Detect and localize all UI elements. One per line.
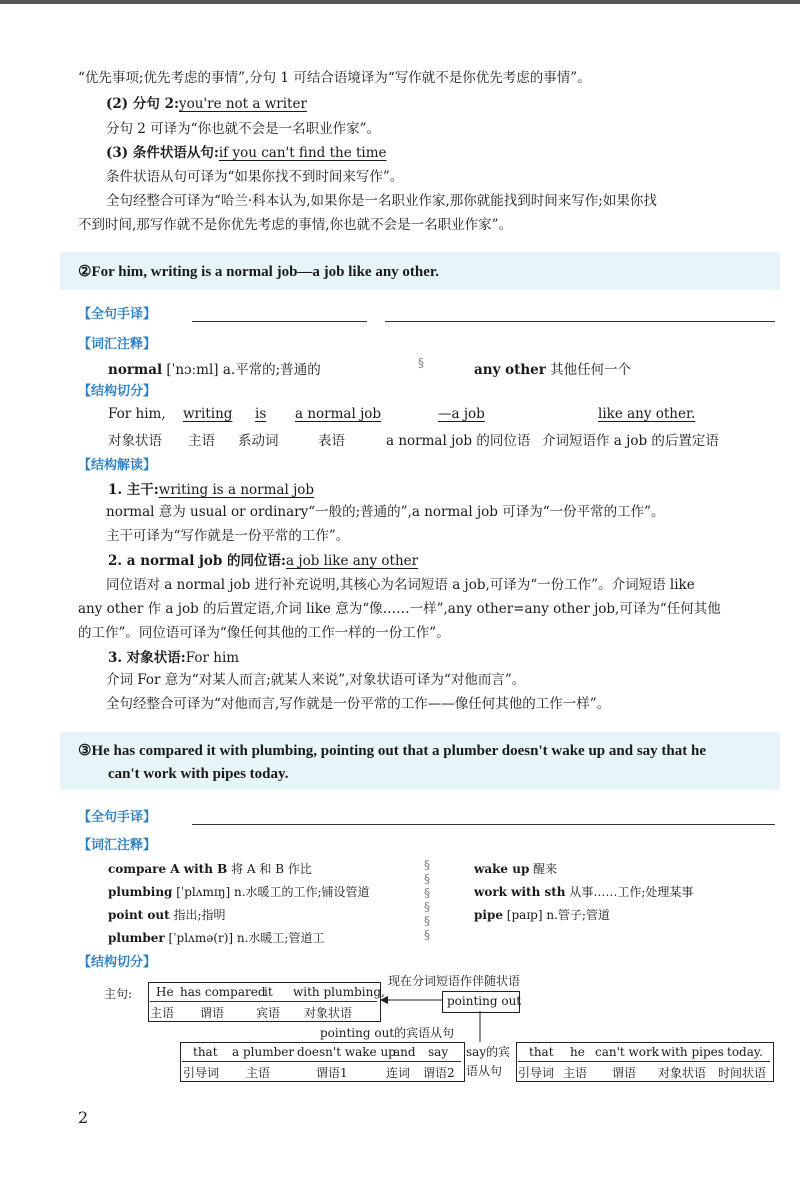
split-role: a normal job 的同位语 xyxy=(386,433,531,449)
vocab-word: wake up xyxy=(474,862,530,876)
clause2-label: (2) 分句 2: xyxy=(106,96,179,112)
clause3-label: (3) 条件状语从句: xyxy=(106,145,219,161)
diagram-word: with plumbing, xyxy=(293,985,385,999)
label-split: 【结构切分】 xyxy=(78,384,157,399)
vocab-def: 将 A 和 B 作比 xyxy=(227,862,312,876)
diagram-word: that xyxy=(193,1045,218,1059)
clause2-text: you're not a writer xyxy=(178,96,307,112)
vocab-word: point out xyxy=(108,908,170,922)
diagram-word: that xyxy=(529,1045,554,1059)
label-read: 【结构解读】 xyxy=(78,458,157,473)
diagram-role: 时间状语 xyxy=(718,1066,767,1080)
participle-note: 现在分词短语作伴随状语 xyxy=(388,974,521,988)
diagram-role: 宾语 xyxy=(256,1006,281,1020)
point-text: writing is a normal job xyxy=(158,482,315,498)
vocab-word: any other xyxy=(474,362,546,378)
box-divider xyxy=(182,1061,461,1062)
diagram-role: 引导词 xyxy=(518,1066,555,1080)
point-title: 2. a normal job 的同位语: xyxy=(108,553,287,569)
label-split: 【结构切分】 xyxy=(78,955,157,970)
split-word: a normal job xyxy=(295,406,382,422)
diagram-word: a plumber xyxy=(232,1045,295,1059)
split-word: —a job xyxy=(438,406,485,422)
diagram-word: today. xyxy=(727,1045,763,1059)
vocab-def: 醒来 xyxy=(529,862,558,876)
split-word: For him, xyxy=(108,406,166,422)
split-role: 系动词 xyxy=(238,433,279,449)
vocab-def: 从事……工作;处理某事 xyxy=(565,885,694,899)
diagram-word: He xyxy=(156,985,174,999)
diagram-word: say xyxy=(428,1045,449,1059)
box-divider xyxy=(518,1061,770,1062)
vocab-word: normal xyxy=(108,362,163,378)
split-role: 表语 xyxy=(318,433,345,449)
point-text: a job like any other xyxy=(286,553,419,569)
vocab-def: 其他任何一个 xyxy=(545,362,632,378)
text-line: 介词 For 意为“对某人而言;就某人来说”,对象状语可译为“对他而言”。 xyxy=(106,672,526,688)
vocab-word: compare A with B xyxy=(108,862,228,876)
vocab-word: pipe xyxy=(474,908,503,922)
diagram-role: 主语 xyxy=(246,1066,271,1080)
sentence-3-line2: can't work with pipes today. xyxy=(108,766,289,782)
label-vocab: 【词汇注释】 xyxy=(78,838,157,853)
clause3-text: if you can't find the time xyxy=(218,145,387,161)
say-note: say的宾语从句 xyxy=(466,1045,511,1078)
main-clause-label: 主句: xyxy=(104,987,133,1001)
sentence-3-line1: ③He has compared it with plumbing, pointing out that a plumber doesn't wake up and say that he xyxy=(78,743,707,759)
vocab-def: 指出;指明 xyxy=(169,908,226,922)
vocab-def: [ˈnɔːml] a.平常的;普通的 xyxy=(162,362,321,378)
diagram-role: 谓语 xyxy=(612,1066,637,1080)
label-vocab: 【词汇注释】 xyxy=(78,337,157,352)
diagram-role: 谓语 xyxy=(200,1006,225,1020)
point-text: For him xyxy=(185,650,240,666)
diagram-role: 对象状语 xyxy=(304,1006,353,1020)
diagram-word: has compared xyxy=(180,985,266,999)
text-line: 主干可译为“写作就是一份平常的工作”。 xyxy=(106,528,350,544)
text-line: 分句 2 可译为“你也就不会是一名职业作家”。 xyxy=(106,121,380,137)
diagram-role: 引导词 xyxy=(183,1066,220,1080)
diagram-word: he xyxy=(570,1045,585,1059)
diagram-role: 主语 xyxy=(150,1006,175,1020)
text-line: 不到时间,那写作就不是你优先考虑的事情,你也就不会是一名职业作家”。 xyxy=(78,217,512,233)
diagram-role: 谓语2 xyxy=(423,1066,455,1080)
split-role: 主语 xyxy=(188,433,215,449)
diagram-word: doesn't wake up xyxy=(297,1045,396,1059)
point-title: 1. 主干: xyxy=(108,482,159,498)
diagram-role: 谓语1 xyxy=(316,1066,348,1080)
split-role: 介词短语作 a job 的后置定语 xyxy=(542,433,719,449)
label-translate: 【全句手译】 xyxy=(78,307,157,322)
vocab-def: [ˈplʌmɪŋ] n.水暖工的工作;铺设管道 xyxy=(172,885,370,899)
text-line: any other 作 a job 的后置定语,介词 like 意为“像……一样”,any other=any other job,可译为“任何其他 xyxy=(78,601,721,617)
vocab-word: plumbing xyxy=(108,885,173,899)
split-word: is xyxy=(255,406,267,422)
participle-text: pointing out xyxy=(447,994,522,1008)
divider-squiggle: § xyxy=(418,356,424,370)
text-line: 全句经整合可译为“哈兰·科本认为,如果你是一名职业作家,那你就能找到时间来写作;如果你找 xyxy=(106,193,657,209)
divider-squiggle: § § § § § § xyxy=(424,858,430,942)
vocab-def: [ˈplʌmə(r)] n.水暖工;管道工 xyxy=(164,931,325,945)
point-title: 3. 对象状语: xyxy=(108,650,186,666)
diagram-word: it xyxy=(264,985,273,999)
diagram-role: 连词 xyxy=(386,1066,411,1080)
vocab-def: [paɪp] n.管子;管道 xyxy=(502,908,610,922)
arrow-head xyxy=(380,996,388,1004)
page-number: 2 xyxy=(78,1108,89,1127)
text-line: normal 意为 usual or ordinary“一般的;普通的”,a normal job 可译为“一份平常的工作”。 xyxy=(106,504,665,520)
text-line: 同位语对 a normal job 进行补充说明,其核心为名词短语 a job,可译为“一份工作”。介词短语 like xyxy=(106,577,695,593)
label-translate: 【全句手译】 xyxy=(78,810,157,825)
diagram-role: 对象状语 xyxy=(658,1066,707,1080)
text-line: 条件状语从句可译为“如果你找不到时间来写作”。 xyxy=(106,169,404,185)
obj-clause-note: pointing out的宾语从句 xyxy=(320,1026,455,1040)
text-line: 的工作”。同位语可译为“像任何其他的工作一样的一份工作”。 xyxy=(78,625,450,641)
diagram-word: with pipes xyxy=(661,1045,724,1059)
sentence-2: ②For him, writing is a normal job—a job like any other. xyxy=(78,264,439,280)
vocab-word: work with sth xyxy=(474,885,566,899)
diagram-role: 主语 xyxy=(563,1066,588,1080)
vocab-word: plumber xyxy=(108,931,165,945)
split-role: 对象状语 xyxy=(108,433,162,449)
split-word: like any other. xyxy=(598,406,696,422)
split-word: writing xyxy=(183,406,233,422)
diagram-word: and xyxy=(393,1045,416,1059)
text-line: “优先事项;优先考虑的事情”,分句 1 可结合语境译为“写作就不是你优先考虑的事情”。 xyxy=(78,70,591,86)
text-line: 全句经整合可译为“对他而言,写作就是一份平常的工作——像任何其他的工作一样”。 xyxy=(106,696,611,712)
diagram-word: can't work xyxy=(595,1045,660,1059)
